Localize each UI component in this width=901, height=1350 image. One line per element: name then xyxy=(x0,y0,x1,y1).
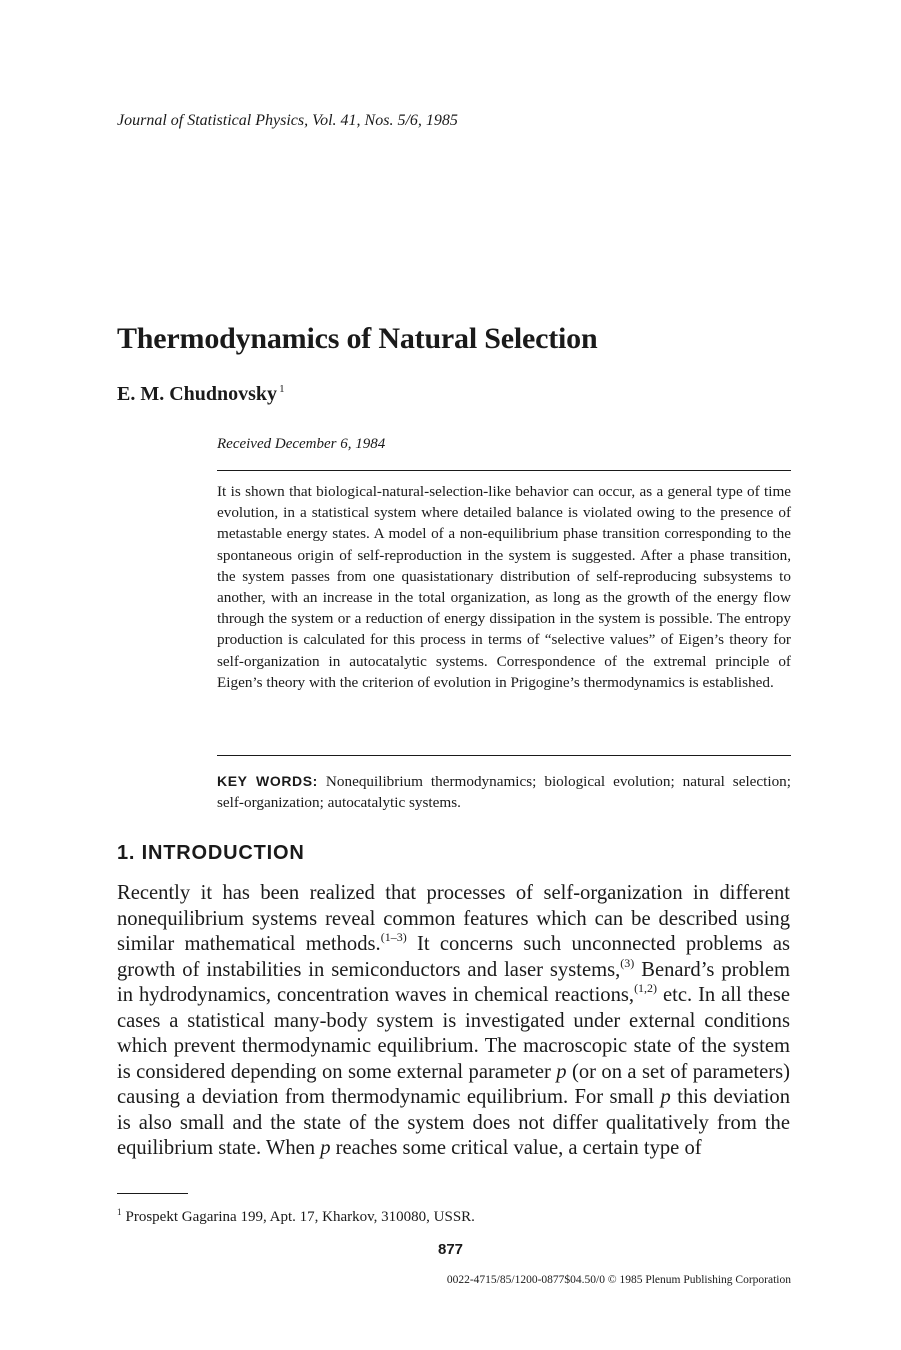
keywords-text: Nonequilibrium thermodynamics; biological evolution; natural selection; self-organization; autocatalytic systems. xyxy=(217,773,791,811)
abstract: It is shown that biological-natural-selection-like behavior can occur, as a general type of time evolution, in a statistical system where detailed balance is violated owing to the presence of metastable energy states. A model of a non-equilibrium phase transition corresponding to the spontaneous origin of self-reproduction in the system is suggested. After a phase transition, the system passes from one quasistationary distribution of self-reproducing subsystems to another, with an increase in the total organization, as long as the growth of the energy flow through the system or a reduction of energy dissipation in the system is possible. The entropy production is calculated for this process in terms of “selective values” of Eigen’s theory for self-organization in autocatalytic systems. Correspondence of the extremal principle of Eigen’s theory with the criterion of evolution in Prigogine’s thermodynamics is established. xyxy=(217,483,791,691)
variable-p-1: p xyxy=(556,1060,567,1083)
footnote-rule xyxy=(117,1193,188,1194)
variable-p-2: p xyxy=(660,1086,671,1108)
keywords xyxy=(217,771,791,813)
introduction-paragraph xyxy=(117,881,790,1162)
intro-text-3: Benard’s problem in hydrodynamics, concentration waves in chemical reactions, xyxy=(117,958,790,1006)
citation-ref-3: (1,2) xyxy=(634,981,658,995)
page-number: 877 xyxy=(437,1241,464,1258)
author-line xyxy=(117,383,285,406)
abstract-bottom-rule xyxy=(217,755,791,756)
variable-p-3: p xyxy=(320,1137,331,1159)
intro-text-7: reaches some critical value, a certain type of xyxy=(330,1137,702,1159)
intro-text-1: Recently it has been realized that processes of self-organization in different nonequilibrium systems reveal common features which can be described using similar mathematical methods. xyxy=(117,882,790,955)
journal-citation: Journal of Statistical Physics, Vol. 41, Nos. 5/6, 1985 xyxy=(117,112,458,129)
footnote-mark: 1 xyxy=(117,1207,122,1217)
section-heading: 1. INTRODUCTION xyxy=(117,842,305,864)
copyright-line: 0022-4715/85/1200-0877$04.50/0 © 1985 Plenum Publishing Corporation xyxy=(446,1274,791,1286)
footnote xyxy=(117,1207,475,1226)
author-name: E. M. Chudnovsky xyxy=(117,383,278,405)
intro-text-5: (or on a set of parameters) causing a deviation from thermodynamic equilibrium. For small xyxy=(117,1060,790,1108)
intro-text-2: It concerns such unconnected problems as growth of instabilities in semiconductors and laser systems, xyxy=(117,933,790,981)
citation-ref-2: (3) xyxy=(620,955,635,970)
abstract-top-rule xyxy=(217,470,791,471)
citation-ref-1: (1–3) xyxy=(380,930,407,944)
keywords-label: KEY WORDS: xyxy=(217,773,318,789)
intro-text-6: this deviation is also small and the state of the system does not differ qualitatively from the equilibrium state. When xyxy=(117,1086,791,1159)
received-date: Received December 6, 1984 xyxy=(217,436,386,452)
intro-text-4: etc. In all these cases a statistical many-body system is investigated under external conditions which prevent thermodynamic equilibrium. The macroscopic state of the system is considered depending on some external parameter xyxy=(117,984,790,1083)
footnote-text: Prospekt Gagarina 199, Apt. 17, Kharkov, 310080, USSR. xyxy=(125,1209,475,1225)
article-title: Thermodynamics of Natural Selection xyxy=(117,322,598,355)
author-footnote-mark: 1 xyxy=(279,383,285,395)
